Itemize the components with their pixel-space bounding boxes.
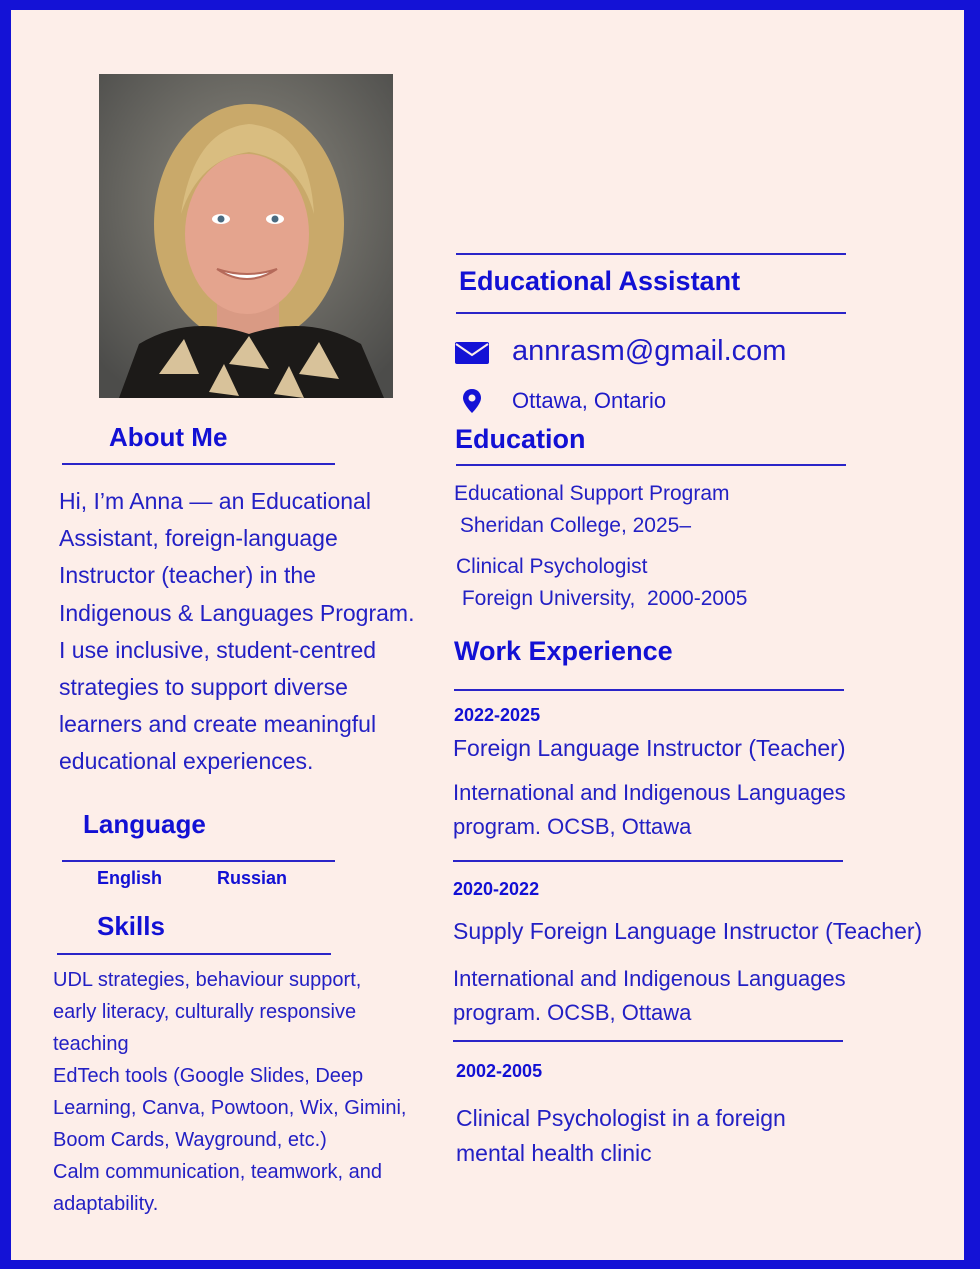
map-pin-icon [462,388,482,419]
skills-heading: Skills [97,911,165,941]
education-2-program: Clinical Psychologist [456,555,648,578]
profile-photo [99,74,393,398]
envelope-icon [454,341,490,370]
about-divider [62,463,335,465]
work-divider-1 [454,689,844,691]
work-2-place: International and Indigenous Languages program. OCSB, Ottawa [453,966,846,1025]
skills-text: UDL strategies, behaviour support, early literacy, culturally responsive teaching EdTech tools (Google Slides, Deep Learning, Canva, Powtoon, Wix, Gimini, Boom Cards, Wayground, etc.) Calm communication, teamwork, and adaptability. [53,969,407,1215]
about-me-heading: About Me [109,422,228,452]
title-top-divider [456,253,846,255]
work-divider-2 [453,860,843,862]
location-text: Ottawa, Ontario [512,388,667,413]
work-2-role: Supply Foreign Language Instructor (Teacher) [453,918,923,944]
skills-divider [57,953,331,955]
education-1-school: Sheridan College, 2025– [454,514,692,537]
email-text[interactable]: annrasm@gmail.com [512,335,787,367]
education-divider [456,464,846,466]
work-1-role: Foreign Language Instructor (Teacher) [453,735,846,761]
resume-page [11,10,964,1260]
education-heading: Education [455,424,586,454]
work-divider-3 [453,1040,843,1042]
about-text: Hi, I’m Anna — an Educational Assistant, foreign-language Instructor (teacher) in the Indigenous & Languages Program. I use inclusive, student-centred strategies to support diverse learners and create meaningful educational experiences. [59,488,415,775]
language-russian: Russian [217,868,288,888]
title-bottom-divider [456,312,846,314]
work-1-place: International and Indigenous Languages program. OCSB, Ottawa [453,780,846,839]
education-1-program: Educational Support Program [454,482,730,505]
education-2-school: Foreign University, 2000-2005 [456,587,748,610]
language-divider [62,860,335,862]
work-experience-heading: Work Experience [454,636,673,666]
language-english: English [97,868,163,888]
language-heading: Language [83,809,206,839]
work-2-years: 2020-2022 [453,879,540,899]
work-3-role: Clinical Psychologist in a foreign mental health clinic [456,1105,786,1166]
work-1-years: 2022-2025 [454,705,541,725]
job-title: Educational Assistant [459,266,741,296]
work-3-years: 2002-2005 [456,1061,543,1081]
